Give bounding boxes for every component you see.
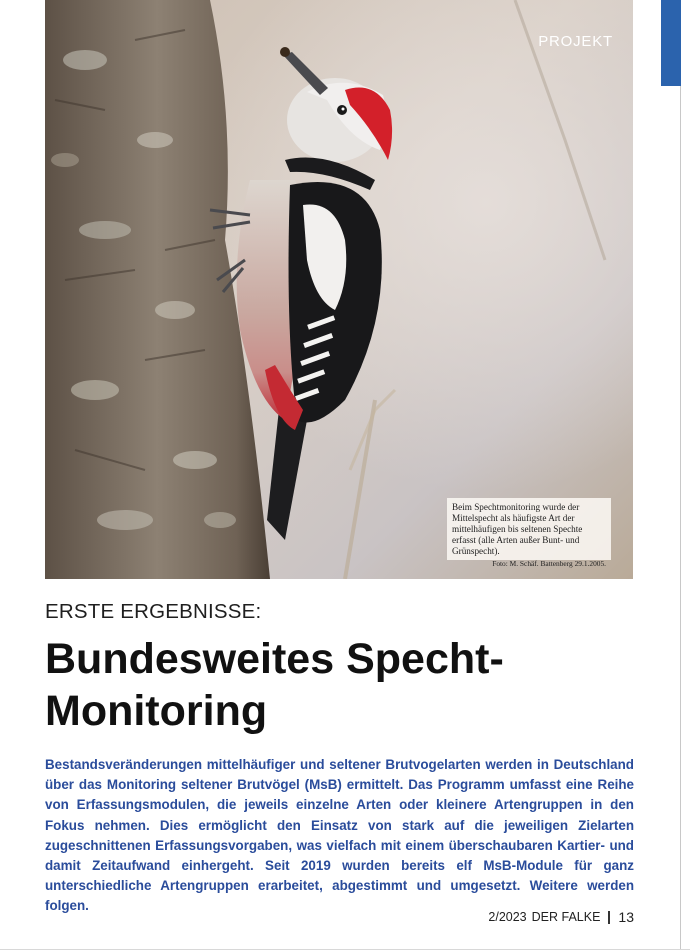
page-footer — [488, 909, 634, 925]
article-lead: Bestandsveränderungen mittelhäufiger und seltener Brutvogelarten werden in Deutschland über das Monitoring seltener Brutvögel (MsB) ermittelt. Das Programm umfasst eine Reihe von Erfassungsmodulen, die jeweils einzelne Arten oder kleinere Artengruppen in den Fokus nehmen. Dies ermöglicht den Einsatz von stark auf die jeweiligen Zielarten zugeschnittenen Erfassungsvorgaben, was vielfach mit einem überschaubaren Kartier- und damit Zeitaufwand einhergeht. Seit 2019 wurden bereits elf MsB-Module für ganz unterschiedliche Artengruppen erarbeitet, abgestimmt und umgesetzt. Weitere werden folgen. — [45, 757, 634, 914]
woodpecker-photo — [45, 0, 633, 579]
issue-number: 2/2023 — [488, 910, 527, 924]
article-overline: ERSTE ERGEBNISSE: — [45, 600, 262, 623]
photo-credit: Foto: M. Schäf. Battenberg 29.1.2005. — [492, 558, 606, 568]
page-edge — [680, 0, 681, 950]
folio-divider — [608, 911, 610, 924]
section-label: PROJEKT — [538, 33, 613, 50]
photo-caption — [447, 498, 611, 568]
woodpecker-illustration — [45, 0, 633, 579]
section-color-tab — [661, 0, 681, 86]
page-number: 13 — [618, 909, 634, 925]
caption-text: Beim Spechtmonitoring wurde der Mittelspecht als häufigste Art der mittelhäufigen bis seltenen Spechte erfasst (alle Arten außer Bunt- und Grünspecht). — [452, 502, 583, 556]
article-headline: Bundesweites Specht-Monitoring — [45, 635, 504, 735]
magazine-name: DER FALKE — [531, 910, 601, 924]
